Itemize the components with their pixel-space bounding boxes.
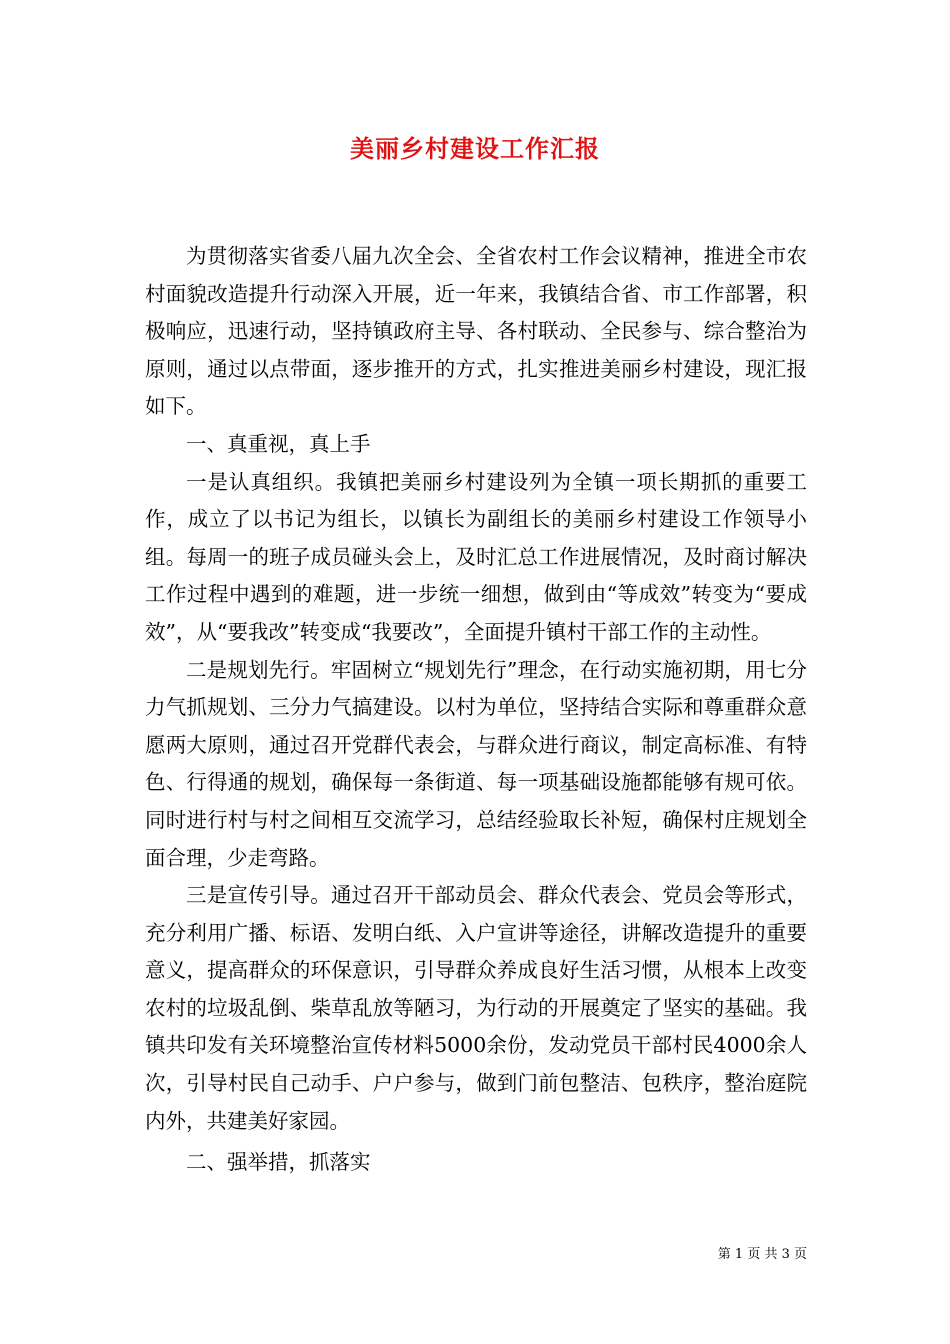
page-number-footer: 第 1 页 共 3 页 bbox=[717, 1247, 807, 1262]
paragraph-planning: 二是规划先行。牢固树立“规划先行”理念，在行动实施初期，用七分力气抓规划、三分力气搞建设。以村为单位，坚持结合实际和尊重群众意愿两大原则，通过召开党群代表会，与群众进行商议，制定高标准、有特色、行得通的规划，确保每一条街道、每一项基础设施都能够有规可依。同时进行村与村之间相互交流学习，总结经验取长补短，确保村庄规划全面合理，少走弯路。 bbox=[145, 657, 807, 870]
section-heading-1: 一、真重视，真上手 bbox=[186, 431, 371, 456]
intro-paragraph: 为贯彻落实省委八届九次全会、全省农村工作会议精神，推进全市农村面貌改造提升行动深入开展，近一年来，我镇结合省、市工作部署，积极响应，迅速行动，坚持镇政府主导、各村联动、全民参与、综合整治为原则，通过以点带面，逐步推开的方式，扎实推进美丽乡村建设，现汇报如下。 bbox=[145, 244, 807, 419]
paragraph-organization: 一是认真组织。我镇把美丽乡村建设列为全镇一项长期抓的重要工作，成立了以书记为组长，以镇长为副组长的美丽乡村建设工作领导小组。每周一的班子成员碰头会上，及时汇总工作进展情况，及时商讨解决工作过程中遇到的难题，进一步统一细想，做到由“等成效”转变为“要成效”，从“要我改”转变成“我要改”，全面提升镇村干部工作的主动性。 bbox=[145, 469, 807, 644]
section-heading-2: 二、强举措，抓落实 bbox=[186, 1150, 371, 1175]
document-body bbox=[145, 238, 807, 1182]
document-title: 美丽乡村建设工作汇报 bbox=[350, 134, 600, 163]
paragraph-publicity: 三是宣传引导。通过召开干部动员会、群众代表会、党员会等形式，充分利用广播、标语、发明白纸、入户宣讲等途径，讲解改造提升的重要意义，提高群众的环保意识，引导群众养成良好生活习惯，从根本上改变农村的垃圾乱倒、柴草乱放等陋习，为行动的开展奠定了坚实的基础。我镇共印发有关环境整治宣传材料5000余份，发动党员干部村民4000余人次，引导村民自己动手、户户参与，做到门前包整洁、包秩序，整治庭院内外，共建美好家园。 bbox=[145, 883, 807, 1133]
